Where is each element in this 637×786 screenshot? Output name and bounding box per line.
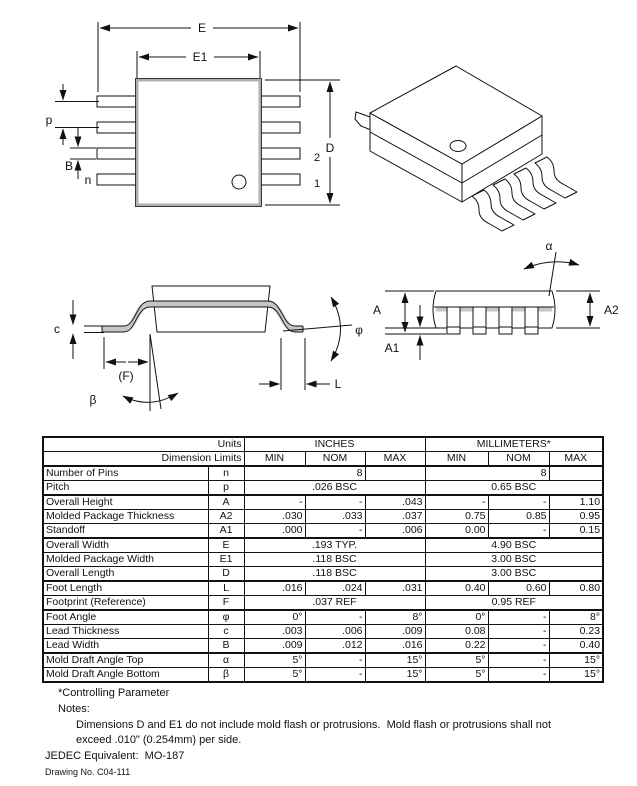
header-max: MAX	[549, 452, 603, 467]
cell-value: .118 BSC	[244, 567, 425, 582]
drawing-number: Drawing No. C04-111	[45, 767, 131, 777]
table-row	[43, 567, 603, 582]
cell-dim-symbol: D	[208, 567, 244, 582]
cell-value: .037	[365, 510, 425, 524]
jedec-equivalent: JEDEC Equivalent: MO-187	[45, 750, 185, 762]
controlling-parameter-note: *Controlling Parameter	[58, 687, 170, 699]
side-body	[152, 286, 270, 332]
cell-value: 0.95	[549, 510, 603, 524]
dim-label-A: A	[372, 303, 382, 317]
cell-dim-name: Lead Thickness	[43, 625, 208, 639]
cell-value: -	[305, 668, 365, 683]
cell-dim-name: Pitch	[43, 481, 208, 496]
cell-value: .003	[244, 625, 305, 639]
cell-value: 5°	[425, 653, 488, 668]
side-view	[54, 286, 363, 411]
table-row	[43, 625, 603, 639]
note-line-2: exceed .010" (0.254mm) per side.	[76, 734, 242, 746]
cell-value: 0.00	[425, 524, 488, 539]
cell-dim-name: Mold Draft Angle Top	[43, 653, 208, 668]
dim-label-alpha: α	[545, 239, 553, 253]
dim-label-B: B	[64, 159, 74, 173]
cell-value: 8	[244, 466, 365, 481]
cell-dim-name: Molded Package Thickness	[43, 510, 208, 524]
cell-value: .118 BSC	[244, 553, 425, 567]
cell-value: -	[425, 495, 488, 510]
cell-value: 0.65 BSC	[425, 481, 603, 496]
cell-value: .012	[305, 639, 365, 654]
cell-dim-name: Foot Angle	[43, 610, 208, 625]
cell-dim-name: Footprint (Reference)	[43, 596, 208, 611]
cell-value: .016	[365, 639, 425, 654]
table-row	[43, 495, 603, 510]
cell-value: .030	[244, 510, 305, 524]
cell-value: .031	[365, 581, 425, 596]
cell-value: -	[305, 610, 365, 625]
cell-value: 0.15	[549, 524, 603, 539]
lead	[97, 174, 138, 185]
table-row	[43, 538, 603, 553]
top-view	[46, 21, 340, 207]
table-row	[43, 653, 603, 668]
cell-dim-symbol: L	[208, 581, 244, 596]
cell-value: -	[488, 653, 549, 668]
pin1-indicator-dot	[232, 175, 246, 189]
cell-value: 5°	[425, 668, 488, 683]
lead	[499, 307, 512, 334]
cell-value: 0.75	[425, 510, 488, 524]
cell-dim-symbol: A2	[208, 510, 244, 524]
lead	[447, 307, 460, 334]
cell-value: .009	[244, 639, 305, 654]
notes-label: Notes:	[58, 703, 90, 715]
cell-value: 5°	[244, 668, 305, 683]
table-header-row	[43, 437, 603, 452]
cell-dim-symbol: α	[208, 653, 244, 668]
cell-value: .000	[244, 524, 305, 539]
dim-label-E: E	[197, 21, 207, 35]
header-max: MAX	[365, 452, 425, 467]
cell-dim-symbol: β	[208, 668, 244, 683]
dim-label-L: L	[334, 377, 342, 391]
cell-value: 3.00 BSC	[425, 567, 603, 582]
dim-label-D: D	[325, 141, 335, 155]
cell-dim-symbol: p	[208, 481, 244, 496]
cell-value: -	[488, 610, 549, 625]
table-row	[43, 553, 603, 567]
cell-dim-name: Mold Draft Angle Bottom	[43, 668, 208, 683]
table-row	[43, 581, 603, 596]
header-millimeters: MILLIMETERS*	[425, 437, 603, 452]
cell-value: .193 TYP.	[244, 538, 425, 553]
dim-label-A2: A2	[604, 303, 619, 317]
lead	[97, 122, 138, 133]
lead	[535, 157, 577, 198]
cell-dim-name: Standoff	[43, 524, 208, 539]
cell-value: .009	[365, 625, 425, 639]
cell-value: 0.08	[425, 625, 488, 639]
cell-dim-name: Foot Length	[43, 581, 208, 596]
cell-value: 0.60	[488, 581, 549, 596]
header-units: Units	[43, 437, 244, 452]
end-view	[373, 239, 619, 360]
cell-dim-symbol: c	[208, 625, 244, 639]
table-row	[43, 481, 603, 496]
cell-value: 5°	[244, 653, 305, 668]
cell-dim-symbol: n	[208, 466, 244, 481]
cell-value: 0.23	[549, 625, 603, 639]
dimension-table	[42, 436, 604, 683]
table-header-row	[43, 452, 603, 467]
cell-value: 15°	[365, 668, 425, 683]
cell-dim-symbol: A	[208, 495, 244, 510]
dim-label-F: (F)	[118, 369, 134, 383]
note-line-1: Dimensions D and E1 do not include mold flash or protrusions. Mold flash or protrusions shall not	[76, 719, 552, 731]
cell-value: -	[305, 524, 365, 539]
cell-value: 0°	[244, 610, 305, 625]
dim-label-beta: β	[89, 393, 97, 407]
cell-value: 0°	[425, 610, 488, 625]
cell-dim-name: Overall Height	[43, 495, 208, 510]
cell-dim-name: Molded Package Width	[43, 553, 208, 567]
cell-value: 0.22	[425, 639, 488, 654]
dim-label-phi: φ	[355, 323, 363, 337]
cell-value: -	[305, 653, 365, 668]
cell-value: 3.00 BSC	[425, 553, 603, 567]
cell-value: -	[488, 639, 549, 654]
cell-value: -	[244, 495, 305, 510]
lead	[473, 307, 486, 334]
cell-value: .006	[365, 524, 425, 539]
cell-value: .037 REF	[244, 596, 425, 611]
cell-value: 8°	[549, 610, 603, 625]
table-row	[43, 668, 603, 683]
cell-value: 0.85	[488, 510, 549, 524]
cell-value: 0.80	[549, 581, 603, 596]
cell-value: 15°	[365, 653, 425, 668]
cell-dim-symbol: E1	[208, 553, 244, 567]
cell-dim-symbol: B	[208, 639, 244, 654]
iso-pin1-dot	[450, 141, 466, 152]
lead	[259, 148, 300, 159]
cell-value: 15°	[549, 668, 603, 683]
cell-value: 15°	[549, 653, 603, 668]
cell-value: 1.10	[549, 495, 603, 510]
lead	[525, 307, 538, 334]
cell-dim-name: Number of Pins	[43, 466, 208, 481]
dim-label-A1: A1	[384, 341, 400, 355]
pin-number-2: 2	[313, 152, 321, 164]
lead	[259, 174, 300, 185]
pin-number-1: 1	[313, 178, 321, 190]
lead	[97, 96, 138, 107]
cell-value: .016	[244, 581, 305, 596]
cell-value: .033	[305, 510, 365, 524]
cell-value: .026 BSC	[244, 481, 425, 496]
cell-value	[365, 466, 425, 481]
cell-dim-symbol: F	[208, 596, 244, 611]
dim-label-c: c	[54, 322, 60, 336]
cell-dim-name: Overall Length	[43, 567, 208, 582]
dim-label-p: p	[45, 113, 53, 127]
cell-value: 0.40	[549, 639, 603, 654]
header-inches: INCHES	[244, 437, 425, 452]
cell-value: -	[488, 524, 549, 539]
cell-dim-symbol: E	[208, 538, 244, 553]
cell-value: 8	[425, 466, 549, 481]
header-min: MIN	[425, 452, 488, 467]
table-row	[43, 524, 603, 539]
cell-value: 4.90 BSC	[425, 538, 603, 553]
table-row	[43, 610, 603, 625]
lead	[259, 122, 300, 133]
cell-dim-symbol: φ	[208, 610, 244, 625]
header-nom: NOM	[488, 452, 549, 467]
header-nom: NOM	[305, 452, 365, 467]
cell-value	[549, 466, 603, 481]
cell-value: -	[488, 495, 549, 510]
header-min: MIN	[244, 452, 305, 467]
cell-value: -	[488, 625, 549, 639]
lead	[97, 148, 138, 159]
cell-dim-name: Lead Width	[43, 639, 208, 654]
table-row	[43, 510, 603, 524]
dim-label-E1: E1	[192, 50, 208, 64]
isometric-view	[355, 66, 577, 231]
cell-value: 0.40	[425, 581, 488, 596]
dim-label-n: n	[84, 173, 92, 187]
cell-value: 0.95 REF	[425, 596, 603, 611]
cell-value: -	[488, 668, 549, 683]
lead	[259, 96, 300, 107]
cell-value: .006	[305, 625, 365, 639]
cell-value: .043	[365, 495, 425, 510]
cell-dim-symbol: A1	[208, 524, 244, 539]
table-row	[43, 639, 603, 654]
cell-value: .024	[305, 581, 365, 596]
table-row	[43, 596, 603, 611]
cell-value: 8°	[365, 610, 425, 625]
table-row	[43, 466, 603, 481]
cell-value: -	[305, 495, 365, 510]
cell-dim-name: Overall Width	[43, 538, 208, 553]
header-dimension-limits: Dimension Limits	[43, 452, 244, 467]
